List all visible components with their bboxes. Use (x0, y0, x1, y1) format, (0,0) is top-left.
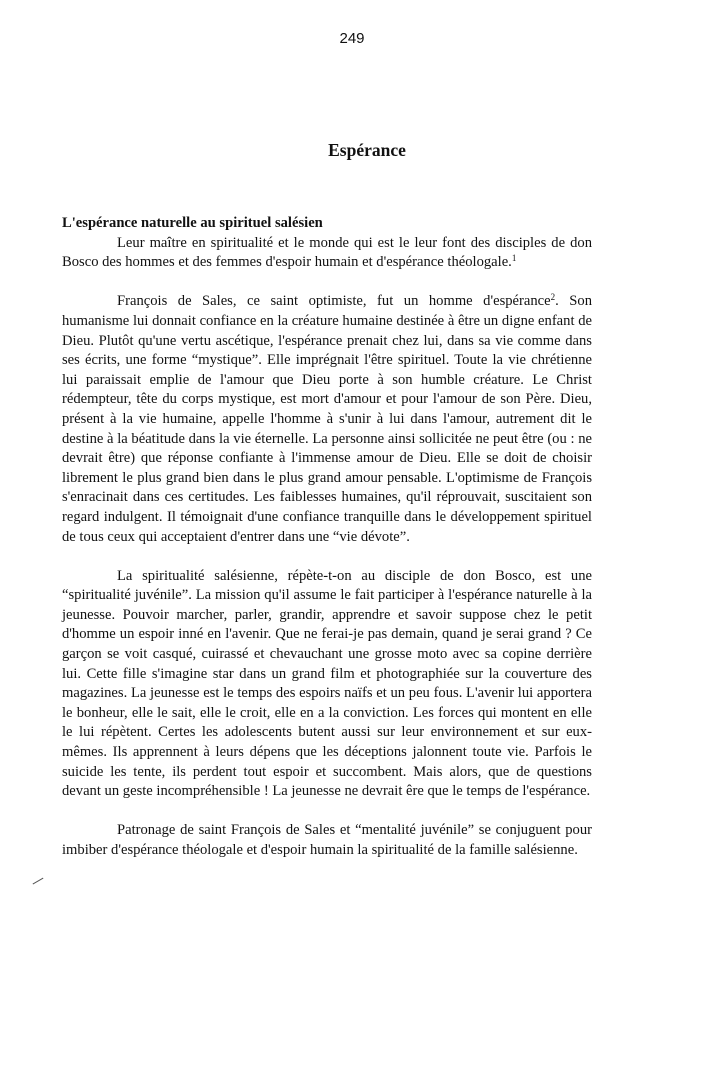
paragraph-4-text: Patronage de saint François de Sales et “mentalité juvénile” se conjuguent pour imbiber d'espérance théologale et d'espoir humain la spiritualité de la famille salésienne. (62, 822, 592, 858)
paragraph-1-text: Leur maître en spiritualité et le monde qui est le leur font des disciples de don Bosco des hommes et des femmes d'espoir humain et d'espérance théologale. (62, 234, 592, 271)
paragraph-1 (62, 234, 592, 273)
page-number: 249 (339, 30, 365, 47)
margin-pencil-mark (33, 878, 48, 892)
paragraph-3-text: La spiritualité salésienne, répète-t-on au disciple de don Bosco, est une “spiritualité juvénile”. La mission qu'il assume le fait participer à l'espérance naturelle à la jeunesse. Pouvoir marcher, parler, grandir, apprendre et savoir suppose chez le petit d'homme un espoir inné en l'avenir. Que ne ferai-je pas demain, quand je serai grand ? Ce garçon se voit casqué, cuirassé et chevauchant une grosse moto avec sa copine derrière lui. Cette fille s'imagine star dans un grand film et photographiée sur la couverture des magazines. La jeunesse est le temps des espoirs naïfs et un peu fous. L'avenir lui apportera le bonheur, elle le sait, elle le croit, elle en a la conviction. Les forces qui montent en elle le lui répètent. Certes les adolescents butent aussi sur leur environnement et sur eux-mêmes. Ils apprennent à leurs dépens que les déceptions jalonnent toute vie. Parfois le suicide les tente, ils perdent tout espoir et succombent. Mais alors, que de questions devant un geste incompréhensible ! La jeunesse ne devrait êre que le temps de l'espérance. (62, 567, 592, 800)
footnote-marker-1: 1 (511, 253, 517, 264)
paragraph-3 (62, 567, 592, 802)
section-heading: L'espérance naturelle au spirituel salésien (62, 215, 323, 231)
paragraph-2-text-before: François de Sales, ce saint optimiste, fut un homme d'espérance (117, 293, 551, 310)
paragraph-2-text-after: . Son humanisme lui donnait confiance en la créature humaine destinée à être un digne enfant de Dieu. Plutôt qu'une vertu ascétique, l'espérance prenait chez lui, dans sa vie comme dans ses écrits, une forme “mystique”. Elle imprégnait l'être spirituel. Toute la vie chrétienne lui paraissait emplie de l'amour que Dieu porte à son humble créature. Le Christ rédempteur, tête du corps mystique, est mort d'amour et pour l'amour de son Père. Dieu, présent à la vie humaine, appelle l'homme à s'unir à lui dans l'amour, autrement dit le destine à la béatitude dans la vie éternelle. La personne ainsi sollicitée ne peut être (ou : ne devrait être) que réponse confiante à l'immense amour de Dieu. Elle se doit de choisir librement le plus grand bien dans le plus grand amour pensable. L'optimisme de François s'enracinait dans ces certitudes. Les faiblesses humaines, qu'il réprouvait, suscitaient son regard indulgent. Il témoignait d'une confiance tranquille dans le développement spirituel de tous ceux qui acceptaient d'entrer dans une “vie dévote”. (62, 293, 592, 545)
paragraph-4 (62, 821, 592, 860)
footnote-marker-2: 2 (550, 292, 556, 303)
paragraph-2 (62, 292, 592, 547)
chapter-title: Espérance (328, 140, 406, 160)
page-body (62, 214, 592, 880)
